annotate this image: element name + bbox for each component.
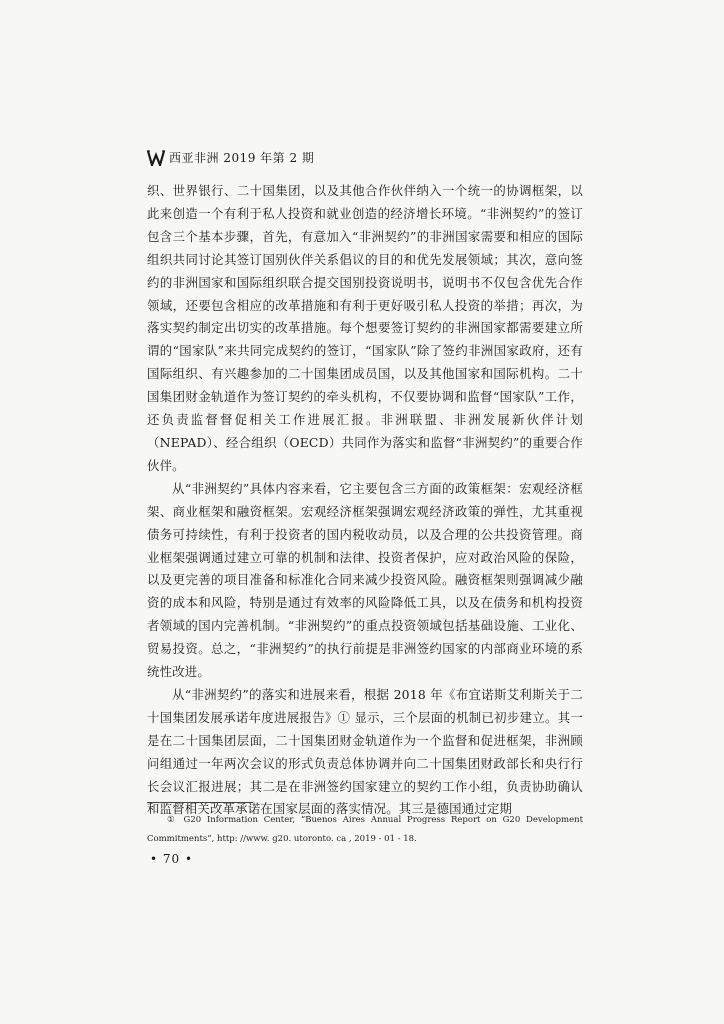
paragraph-implementation-progress: 从“非洲契约”的落实和进展来看，根据 2018 年《布宜诺斯艾利斯关于二十国集团发展承诺年度进展报告》① 显示，三个层面的机制已初步建立。其一是在二十国集团层面，二十国集团财金轨道作为一个监督和促进框架，非洲顾问组通过一年两次会议的形式负责总体协调并向二十国集团财政部长和央行行长会议汇报进展；其二是在非洲签约国家建立的契约工作小组，负责协助确认和监督相关改革承诺在国家层面的落实情况。其三是德国通过定期 (147, 686, 583, 817)
journal-issue-title: 西亚非洲 2019 年第 2 期 (169, 151, 315, 165)
footnote-divider (147, 802, 253, 803)
running-header (147, 150, 314, 166)
article-body (147, 180, 583, 821)
footnote: ① G20 Information Center, “Buenos Aires Annual Progress Report on G20 Development Commitments”, http: //www. g20. utoronto. ca , 2019 - 01 - 18. (147, 815, 583, 844)
journal-logo-icon (147, 150, 165, 166)
paragraph-policy-frameworks: 从“非洲契约”具体内容来看，它主要包含三方面的政策框架：宏观经济框架、商业框架和融资框架。宏观经济框架强调宏观经济政策的弹性，尤其重视债务可持续性，有利于投资者的国内税收动员，以及合理的公共投资管理。商业框架强调通过建立可靠的机制和法律、投资者保护，应对政治风险的保险，以及更完善的项目准备和标准化合同来减少投资风险。融资框架则强调减少融资的成本和风险，特别是通过有效率的风险降低工具，以及在债务和机构投资者领域的国内完善机制。“非洲契约”的重点投资领域包括基础设施、工业化、贸易投资。总之，“非洲契约”的执行前提是非洲签约国家的内部商业环境的系统性改进。 (147, 480, 583, 680)
page-number: • 70 • (150, 852, 194, 866)
paragraph-continued: 织、世界银行、二十国集团，以及其他合作伙伴纳入一个统一的协调框架，以此来创造一个有利于私人投资和就业创造的经济增长环境。“非洲契约”的签订包含三个基本步骤，首先，有意加入“非洲契约”的非洲国家需要和相应的国际组织共同讨论其签订国别伙伴关系倡议的目的和优先发展领域；其次，意向签约的非洲国家和国际组织联合提交国别投资说明书，说明书不仅包含优先合作领域，还要包含相应的改革措施和有利于更好吸引私人投资的举措；再次，为落实契约制定出切实的改革措施。每个想要签订契约的非洲国家都需要建立所谓的“国家队”来共同完成契约的签订，“国家队”除了签约非洲国家政府，还有国际组织、有兴趣参加的二十国集团成员国，以及其他国家和国际机构。二十国集团财金轨道作为签订契约的牵头机构，不仅要协调和监督“国家队”工作，还负责监督督促相关工作进展汇报。非洲联盟、非洲发展新伙伴计划（NEPAD）、经合组织（OECD）共同作为落实和监督“非洲契约”的重要合作伙伴。 (147, 183, 583, 473)
